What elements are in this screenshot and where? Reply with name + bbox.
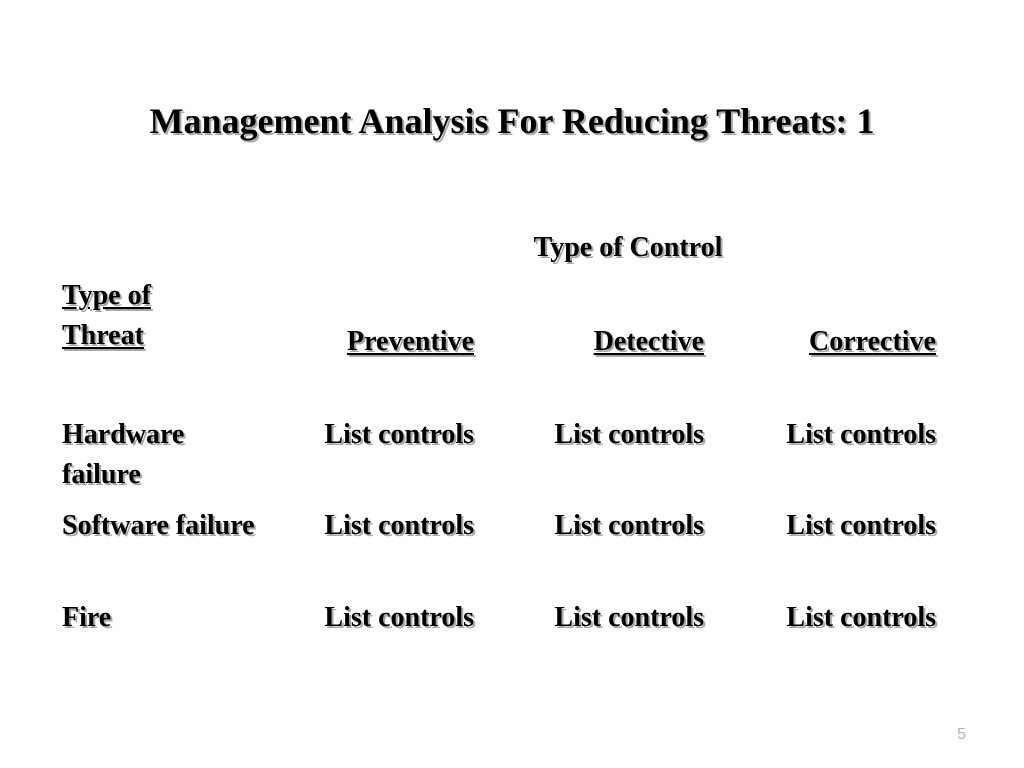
slide-title: Management Analysis For Reducing Threats: 1 <box>149 101 875 141</box>
table-cell: List controls <box>324 602 474 633</box>
table-row-label: Software failure <box>62 510 255 541</box>
page-number: 5 <box>957 726 966 743</box>
table-cell: List controls <box>554 510 704 541</box>
column-header-corrective: Corrective <box>809 326 936 357</box>
control-type-header: Type of Control <box>533 232 723 263</box>
column-header-preventive: Preventive <box>347 326 474 357</box>
table-cell: List controls <box>324 419 474 450</box>
table-row-label: Hardware failure <box>62 419 185 490</box>
table-cell: List controls <box>786 419 936 450</box>
table-cell: List controls <box>786 602 936 633</box>
threat-type-header: Type of Threat <box>62 280 151 351</box>
table-cell: List controls <box>554 602 704 633</box>
table-cell: List controls <box>786 510 936 541</box>
column-header-detective: Detective <box>593 326 704 357</box>
table-row-label: Fire <box>62 602 112 633</box>
table-cell: List controls <box>554 419 704 450</box>
table-cell: List controls <box>324 510 474 541</box>
